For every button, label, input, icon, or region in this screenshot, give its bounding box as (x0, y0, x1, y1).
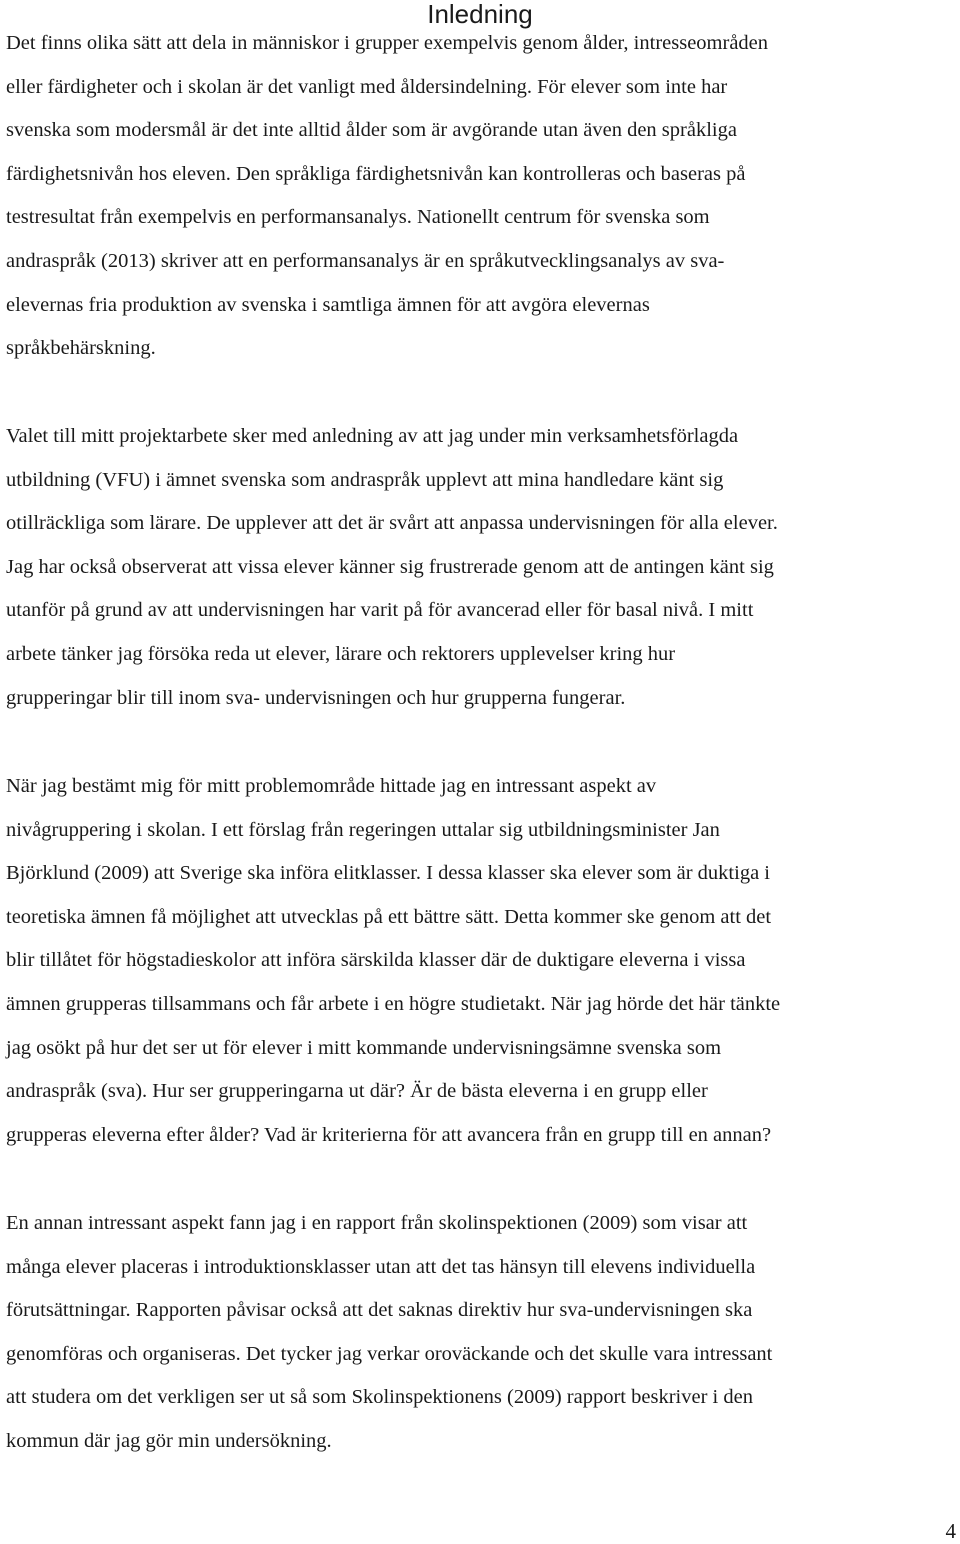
text-line: att studera om det verkligen ser ut så som Skolinspektionens (2009) rapport beskriver i den (6, 1386, 753, 1409)
text-line: När jag bestämt mig för mitt problemområde hittade jag en intressant aspekt av (6, 775, 657, 797)
text-line: testresultat från exempelvis en performansanalys. Nationellt centrum för svenska som (6, 206, 710, 229)
text-line: andraspråk (2013) skriver att en performansanalys är en språkutvecklingsanalys av sva- (6, 249, 725, 272)
page-number: 4 (945, 1519, 956, 1543)
text-line: jag osökt på hur det ser ut för elever i mitt kommande undervisningsämne svenska som (6, 1036, 722, 1059)
paragraph-project-choice (6, 415, 958, 720)
text-line: Det finns olika sätt att dela in människor i grupper exempelvis genom ålder, intresseområden (6, 32, 769, 54)
text-line: nivågruppering i skolan. I ett förslag från regeringen uttalar sig utbildningsminister Jan (6, 818, 720, 841)
text-line: genomföras och organiseras. Det tycker jag verkar oroväckande och det skulle vara intressant (6, 1342, 773, 1365)
text-line: utanför på grund av att undervisningen har varit på för avancerad eller för basal nivå. I mitt (6, 599, 754, 622)
text-line: Valet till mitt projektarbete sker med anledning av att jag under min verksamhetsförlagda (6, 425, 739, 447)
text-line: arbete tänker jag försöka reda ut elever, lärare och rektorers upplevelser kring hur (6, 642, 676, 665)
text-line: utbildning (VFU) i ämnet svenska som andraspråk upplevt att mina handledare känt sig (6, 468, 724, 491)
text-line: eller färdigheter och i skolan är det vanligt med åldersindelning. För elever som inte har (6, 75, 728, 98)
text-line: blir tillåtet för högstadieskolor att införa särskilda klasser där de duktigare eleverna i vissa (6, 949, 746, 972)
text-line: otillräckliga som lärare. De upplever att det är svårt att anpassa undervisningen för alla elever. (6, 512, 778, 535)
text-line: En annan intressant aspekt fann jag i en rapport från skolinspektionen (2009) som visar att (6, 1212, 748, 1234)
text-line: språkbehärskning. (6, 337, 156, 360)
text-line: många elever placeras i introduktionsklasser utan att det tas hänsyn till elevens individuella (6, 1255, 756, 1278)
paragraph-problem-area (6, 765, 958, 1157)
text-line: svenska som modersmål är det inte alltid ålder som är avgörande utan även den språkliga (6, 119, 737, 142)
text-line: grupperas eleverna efter ålder? Vad är kriterierna för att avancera från en grupp till en annan? (6, 1123, 772, 1146)
text-line: elevernas fria produktion av svenska i samtliga ämnen för att avgöra elevernas (6, 293, 650, 316)
section-heading: Inledning (427, 0, 533, 29)
text-line: Björklund (2009) att Sverige ska införa elitklasser. I dessa klasser ska elever som är duktiga i (6, 862, 770, 885)
text-line: kommun där jag gör min undersökning. (6, 1429, 332, 1452)
text-line: andraspråk (sva). Hur ser grupperingarna ut där? Är de bästa eleverna i en grupp eller (6, 1080, 708, 1103)
text-line: teoretiska ämnen få möjlighet att utvecklas på ett bättre sätt. Detta kommer ske genom att det (6, 905, 772, 928)
text-line: ämnen grupperas tillsammans och får arbete i en högre studietakt. När jag hörde det här tänkte (6, 992, 781, 1015)
paragraph-inspection-report (6, 1202, 958, 1464)
text-line: Jag har också observerat att vissa elever känner sig frustrerade genom att de antingen känt sig (6, 555, 774, 578)
paragraph-intro (6, 22, 958, 371)
text-line: färdighetsnivån hos eleven. Den språkliga färdighetsnivån kan kontrolleras och baseras på (6, 162, 746, 185)
text-line: grupperingar blir till inom sva- undervisningen och hur grupperna fungerar. (6, 686, 626, 709)
text-line: förutsättningar. Rapporten påvisar också att det saknas direktiv hur sva-undervisningen ska (6, 1299, 753, 1322)
